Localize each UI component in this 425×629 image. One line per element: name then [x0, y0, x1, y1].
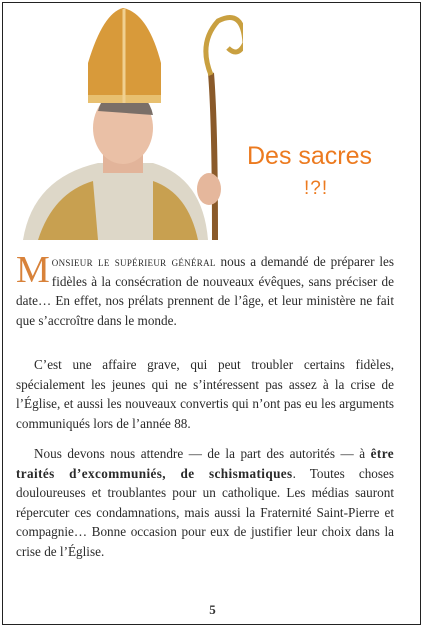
- paragraph-2: C’est une affaire grave, qui peut troubler certains fidèles, spécialement les jeunes qui ne s’intéressent pas assez à la crise de l’Église, et aussi les nouveaux convertis qui n’ont pas eu les arguments communiqués lors de l’année 88.: [16, 357, 394, 431]
- page-subtitle: !?!: [304, 178, 329, 199]
- drop-cap: M: [16, 249, 50, 291]
- paragraph-3-text-after: . Toutes choses douloureuses et troublantes pour un catholique. Les médias sauront répercuter ces condamnations, mais aussi la Fraternité Saint-Pierre et compagnie… Bonne occasion pour eux de justifier leur choix dans la crise de l’Église.: [16, 465, 395, 559]
- page-title: Des sacres: [247, 142, 373, 170]
- paragraph-3: [16, 444, 394, 561]
- paragraph-3-bold: être traités d’excommuniés, de schismatiques: [16, 446, 394, 481]
- bishop-photo: [3, 3, 243, 240]
- lead-in: onsieur le supérieur général: [51, 254, 216, 269]
- paragraph-1-text: nous a demandé de préparer les fidèles à la consécration de nouveaux évêques, sans préciser de date… En effet, nos prélats prennent de l’âge, et leur ministère ne fait que s’accroître dans le monde.: [16, 254, 394, 328]
- paragraph-1: [16, 249, 394, 330]
- paragraph-3-text-before: Nous devons nous attendre — de la part des autorités — à: [34, 446, 371, 461]
- page-number: 5: [209, 602, 216, 617]
